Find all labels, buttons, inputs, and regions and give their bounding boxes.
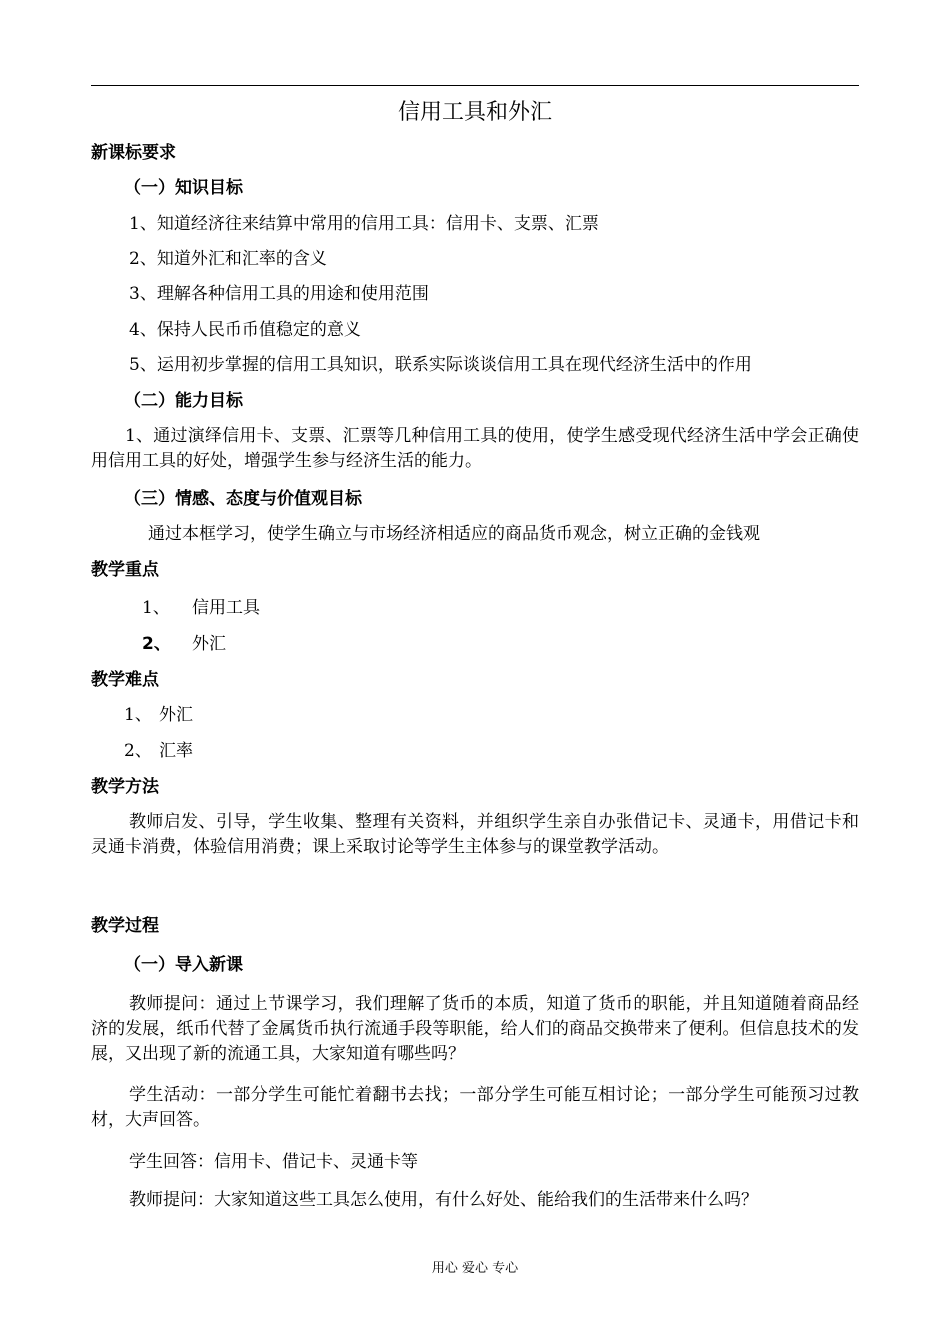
- focus-item-text: 外汇: [192, 634, 226, 654]
- section-heading-focus: 教学重点: [91, 560, 159, 580]
- focus-item-number: 1、: [142, 598, 170, 618]
- process-paragraph: 教师提问：大家知道这些工具怎么使用，有什么好处、能给我们的生活带来什么吗？: [129, 1190, 758, 1210]
- difficulty-item-text: 汇率: [159, 741, 193, 761]
- difficulty-item-number: 2、: [124, 741, 152, 761]
- subheading-emotion: （三）情感、态度与价值观目标: [124, 489, 362, 509]
- knowledge-item: 5、运用初步掌握的信用工具知识，联系实际谈谈信用工具在现代经济生活中的作用: [129, 355, 752, 375]
- knowledge-item: 2、知道外汇和汇率的含义: [129, 249, 327, 269]
- section-heading-requirements: 新课标要求: [91, 143, 176, 163]
- document-title: 信用工具和外汇: [397, 100, 552, 125]
- focus-item-number: 2、: [142, 634, 171, 654]
- subheading-intro: （一）导入新课: [124, 955, 243, 975]
- page-footer: 用心 爱心 专心: [431, 1261, 519, 1276]
- subheading-knowledge: （一）知识目标: [124, 178, 243, 198]
- section-heading-method: 教学方法: [91, 777, 159, 797]
- focus-item: [142, 596, 260, 620]
- section-heading-difficulty: 教学难点: [91, 670, 159, 690]
- knowledge-item: 3、理解各种信用工具的用途和使用范围: [129, 284, 429, 304]
- focus-item-text: 信用工具: [192, 598, 260, 618]
- section-heading-process: 教学过程: [91, 916, 159, 936]
- process-paragraph: 教师提问：通过上节课学习，我们理解了货币的本质，知道了货币的职能，并且知道随着商品经济的发展，纸币代替了金属货币执行流通手段等职能，给人们的商品交换带来了便利。但信息技术的发展，又出现了新的流通工具，大家知道有哪些吗？: [91, 994, 859, 1064]
- difficulty-item: [124, 739, 193, 763]
- process-paragraph: 学生活动：一部分学生可能忙着翻书去找；一部分学生可能互相讨论；一部分学生可能预习过教材，大声回答。: [91, 1085, 859, 1130]
- process-paragraph: 学生回答：信用卡、借记卡、灵通卡等: [129, 1152, 418, 1172]
- difficulty-item: [124, 703, 193, 727]
- knowledge-item: 4、保持人民币币值稳定的意义: [129, 320, 361, 340]
- emotion-paragraph: 通过本框学习，使学生确立与市场经济相适应的商品货币观念，树立正确的金钱观: [148, 524, 760, 544]
- knowledge-item: 1、知道经济往来结算中常用的信用工具：信用卡、支票、汇票: [129, 214, 599, 234]
- ability-paragraph: 1、通过演绎信用卡、支票、汇票等几种信用工具的使用，使学生感受现代经济生活中学会正确使用信用工具的好处，增强学生参与经济生活的能力。: [91, 426, 859, 471]
- difficulty-item-number: 1、: [124, 705, 152, 725]
- header-rule: [91, 85, 859, 86]
- subheading-ability: （二）能力目标: [124, 391, 243, 411]
- focus-item: [142, 632, 226, 656]
- difficulty-item-text: 外汇: [159, 705, 193, 725]
- method-paragraph: 教师启发、引导，学生收集、整理有关资料，并组织学生亲自办张借记卡、灵通卡，用借记卡和灵通卡消费，体验信用消费；课上采取讨论等学生主体参与的课堂教学活动。: [91, 812, 859, 857]
